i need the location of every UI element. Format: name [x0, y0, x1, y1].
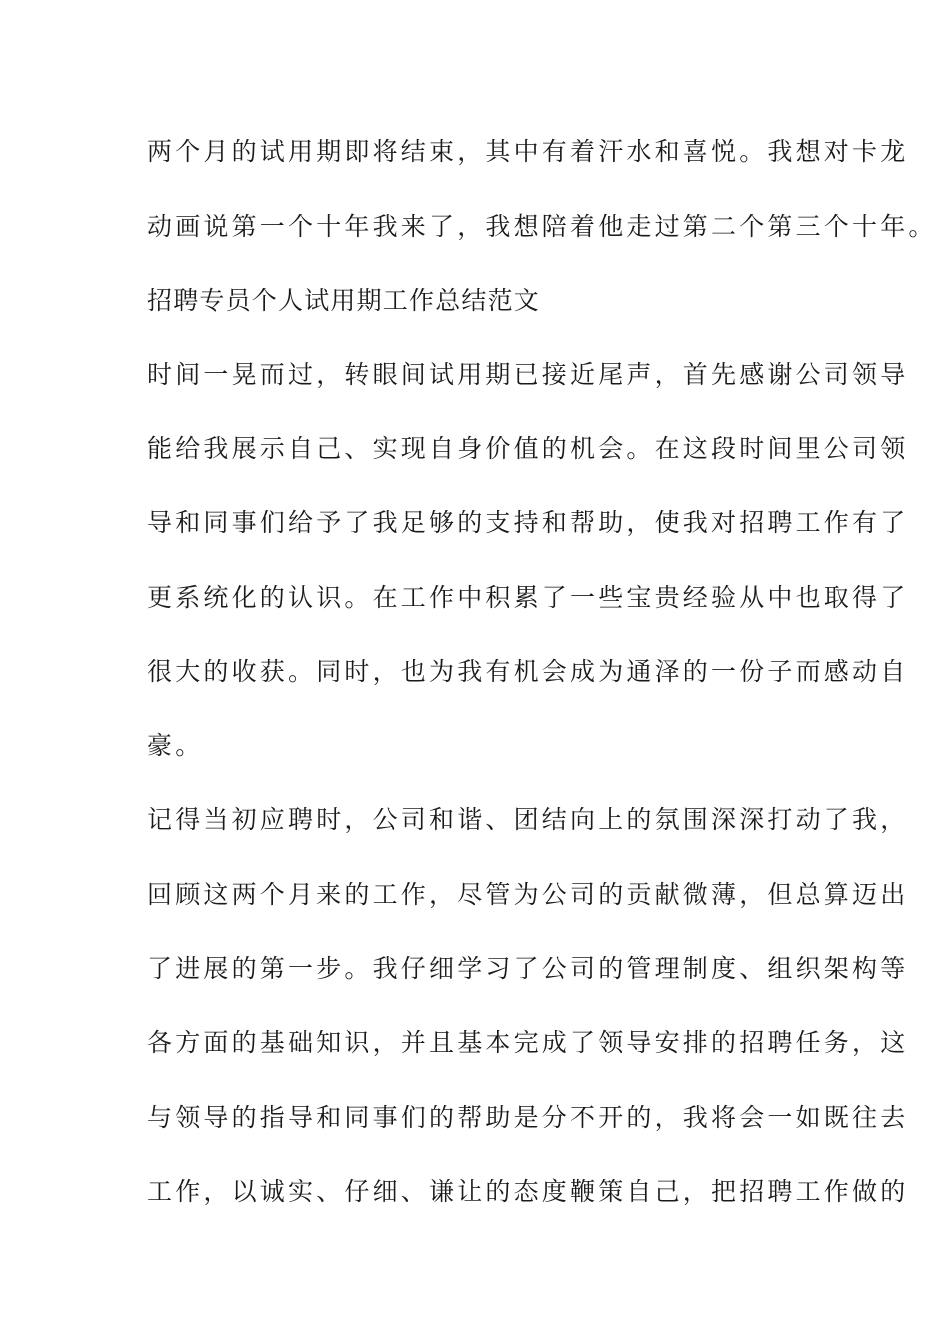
paragraph-line: 两个月的试用期即将结束，其中有着汗水和喜悦。我想对卡龙 [147, 137, 909, 166]
paragraph-line: 了进展的第一步。我仔细学习了公司的管理制度、组织架构等 [147, 954, 909, 983]
paragraph-line: 很大的收获。同时，也为我有机会成为通泽的一份子而感动自 [147, 657, 909, 686]
paragraph-line: 能给我展示自己、实现自身价值的机会。在这段时间里公司领 [147, 434, 909, 463]
section-title: 招聘专员个人试用期工作总结范文 [147, 286, 541, 315]
paragraph-line: 豪。 [147, 731, 204, 760]
paragraph-line: 各方面的基础知识，并且基本完成了领导安排的招聘任务，这 [147, 1028, 909, 1057]
paragraph-line: 时间一晃而过，转眼间试用期已接近尾声，首先感谢公司领导 [147, 360, 909, 389]
paragraph-line: 更系统化的认识。在工作中积累了一些宝贵经验从中也取得了 [147, 583, 909, 612]
paragraph-line: 记得当初应聘时，公司和谐、团结向上的氛围深深打动了我， [147, 805, 909, 834]
paragraph-line: 与领导的指导和同事们的帮助是分不开的，我将会一如既往去 [147, 1103, 909, 1132]
paragraph-line: 导和同事们给予了我足够的支持和帮助，使我对招聘工作有了 [147, 508, 909, 537]
paragraph-line: 回顾这两个月来的工作，尽管为公司的贡献微薄，但总算迈出 [147, 880, 909, 909]
paragraph-line: 工作，以诚实、仔细、谦让的态度鞭策自己，把招聘工作做的 [147, 1177, 909, 1206]
paragraph-line: 动画说第一个十年我来了，我想陪着他走过第二个第三个十年。 [147, 212, 937, 241]
